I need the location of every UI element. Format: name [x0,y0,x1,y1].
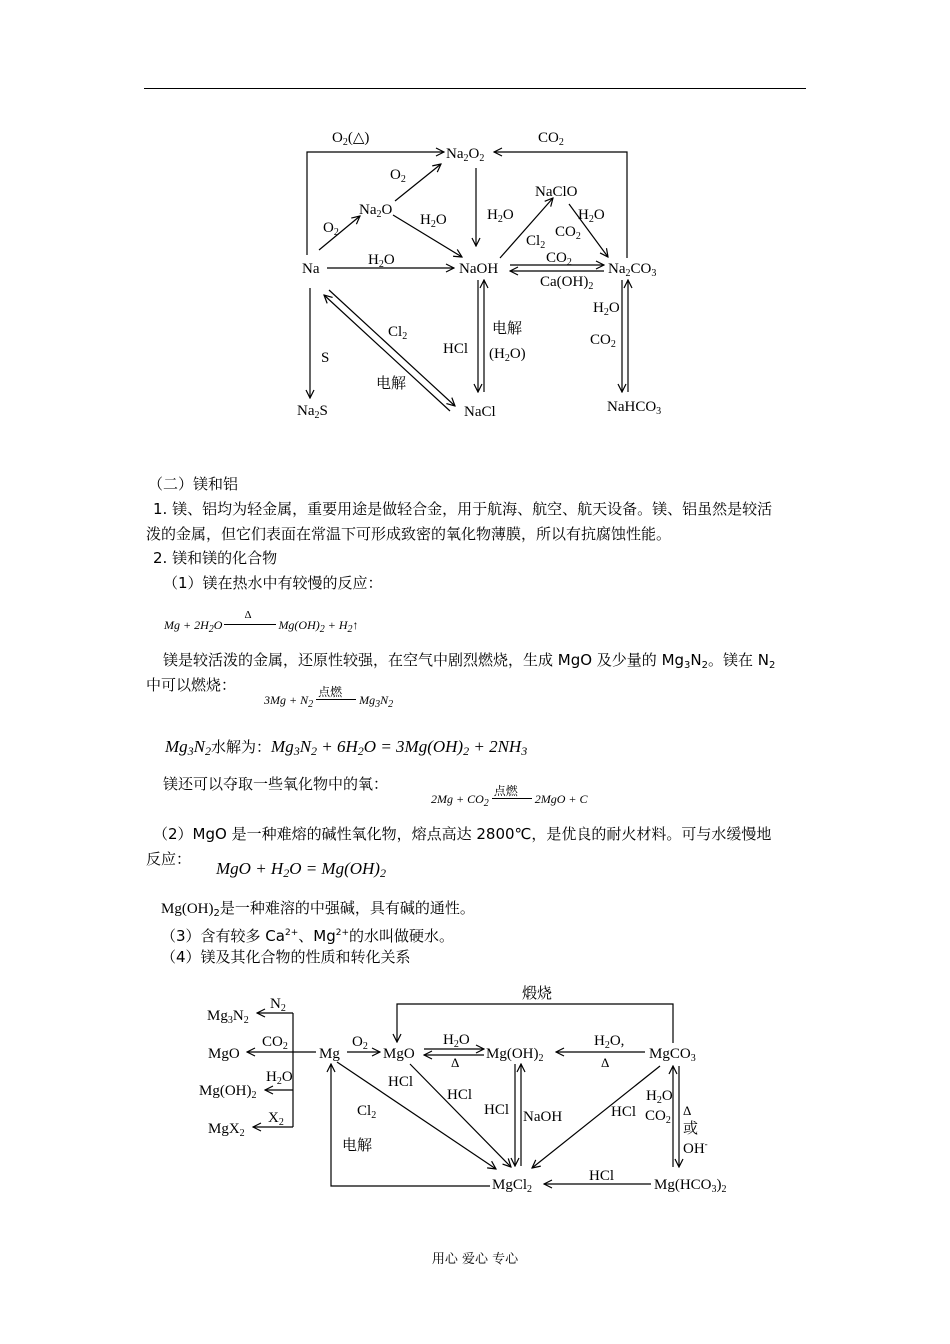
node-mghco3: $Mg(HCO_3)_2$ [654,1177,727,1195]
label-h2o-paren: $(H_2O)$ [489,346,526,364]
label-co2-b: $CO_2$ [645,1108,671,1126]
label-hcl-e: HCl [589,1168,615,1184]
paragraph-4-line-2: 中可以燃烧： [146,676,237,694]
node-mgco3: MgCO$_3$ [649,1046,696,1064]
label-o2-b: $O_2$ [323,220,339,238]
label-hcl-b: HCl [447,1087,473,1103]
paragraph-1-line-1: 1. 镁、铝均为轻金属，重要用途是做轻合金，用于航海、航空、航天设备。镁、铝虽然是较活 [153,500,773,518]
label-co2-b: $CO_2$ [546,250,572,268]
label-h2o-c: $H_2O$ [487,207,514,225]
label-h2o-b: $H_2O$ [368,252,395,270]
label-x2: $X_2$ [268,1110,284,1128]
label-h2o-c: $H_2O$, [594,1033,625,1051]
label-h2o-d: $H_2O$ [646,1088,673,1106]
label-calcine: 煅烧 [522,984,553,1002]
node-na2o: $Na_2O$ [359,202,393,220]
label-delta-c: Δ [683,1103,692,1118]
label-co2-top: $CO_2$ [538,130,564,148]
label-hcl-c: HCl [484,1102,510,1118]
node-mgo-left: MgO [208,1046,240,1062]
paragraph-8: （3）含有较多 $Ca^{2+}$、$Mg^{2+}$的水叫做硬水。 [161,927,455,945]
label-h2o-a: $H_2O$ [420,212,447,230]
equation-4: $2Mg + CO_2$ 点燃 2MgO + C [431,784,588,809]
node-naclo: NaClO [535,184,578,200]
node-na2o2: $Na_2O_2$ [446,146,485,164]
label-electrolysis-b: 电解 [492,319,523,337]
paragraph-5: 镁还可以夺取一些氧化物中的氧： [163,775,389,793]
label-hcl-d: HCl [611,1104,637,1120]
equation-5: MgO + $H_2O = Mg(OH)_2$ [216,859,386,880]
section-title: （二）镁和铝 [148,475,239,493]
label-co2-a: $CO_2$ [555,224,581,242]
label-h2o-b: $H_2O$ [443,1032,470,1050]
node-nahco3: NaHCO$_3$ [607,399,662,417]
label-caoh2: $Ca(OH)_2$ [540,274,594,292]
paragraph-9: （4）镁及其化合物的性质和转化关系 [161,948,411,966]
label-cl2-a: $Cl_2$ [526,233,546,251]
paragraph-6-line-1: （2）MgO 是一种难熔的碱性氧化物，熔点高达 2800℃，是优良的耐火材料。可与水缓慢地 [153,825,772,843]
paragraph-1-line-2: 泼的金属，但它们表面在常温下可形成致密的氧化物薄膜，所以有抗腐蚀性能。 [146,525,672,543]
node-mg3n2: $Mg_3N_2$ [207,1008,249,1026]
label-co2-c: $CO_2$ [590,332,616,350]
node-na2co3: $Na_2CO_3$ [608,261,657,279]
label-n2: $N_2$ [270,996,286,1014]
label-naoh: NaOH [523,1109,563,1125]
node-mgx2: MgX$_2$ [208,1121,245,1139]
label-hcl: HCl [443,341,469,357]
node-nacl: NaCl [464,404,496,420]
paragraph-6-line-2: 反应： [146,850,192,868]
label-or: 或 [683,1119,699,1137]
label-s: S [321,350,330,366]
paragraph-7: $Mg(OH)_2$是一种难溶的中强碱，具有碱的通性。 [161,899,475,919]
label-electrolysis: 电解 [342,1136,373,1154]
label-cl2: $Cl_2$ [357,1103,377,1121]
node-mgoh2-left: $Mg(OH)_2$ [199,1083,257,1101]
label-co2: $CO_2$ [262,1034,288,1052]
label-oh: OH- [683,1139,708,1157]
paragraph-3: （1）镁在热水中有较慢的反应： [163,574,383,592]
label-h2o: $H_2O$ [266,1069,293,1087]
paragraph-4-line-1: 镁是较活泼的金属，还原性较强，在空气中剧烈燃烧，生成 MgO 及少量的 $Mg_3N_2$。镁在 $N_2$ [163,651,776,671]
footer: 用心 爱心 专心 [431,1252,519,1267]
equation-3: $Mg_3N_2$水解为：$Mg_3N_2 + 6H_2O = 3Mg(OH)_2 + 2NH_3$ [165,737,528,758]
node-na2s: $Na_2S$ [297,403,328,421]
node-mg: Mg [319,1046,340,1062]
label-o2-heat: $O_2(\triangle)$ [332,130,370,148]
label-h2o-e: $H_2O$ [593,300,620,318]
paragraph-2: 2. 镁和镁的化合物 [153,549,278,567]
node-mgo: MgO [383,1046,415,1062]
label-h2o-d: $H_2O$ [578,207,605,225]
label-delta: Δ [451,1055,460,1070]
node-mgcl2: MgCl$_2$ [492,1177,533,1195]
label-o2-a: $O_2$ [390,167,406,185]
node-na: Na [302,261,320,277]
label-delta-b: Δ [601,1055,610,1070]
node-naoh: NaOH [459,261,499,277]
label-electrolysis: 电解 [376,374,407,392]
node-mgoh2: $Mg(OH)_2$ [486,1046,544,1064]
equation-1: $Mg + 2H_2O$ Δ $Mg(OH)_2$ + $H_2↑$ [164,609,359,635]
label-o2: $O_2$ [352,1034,368,1052]
label-cl2-b: $Cl_2$ [388,324,408,342]
equation-2: $3Mg + N_2$ 点燃 $Mg_3N_2$ [264,685,394,710]
label-hcl-a: HCl [388,1074,414,1090]
